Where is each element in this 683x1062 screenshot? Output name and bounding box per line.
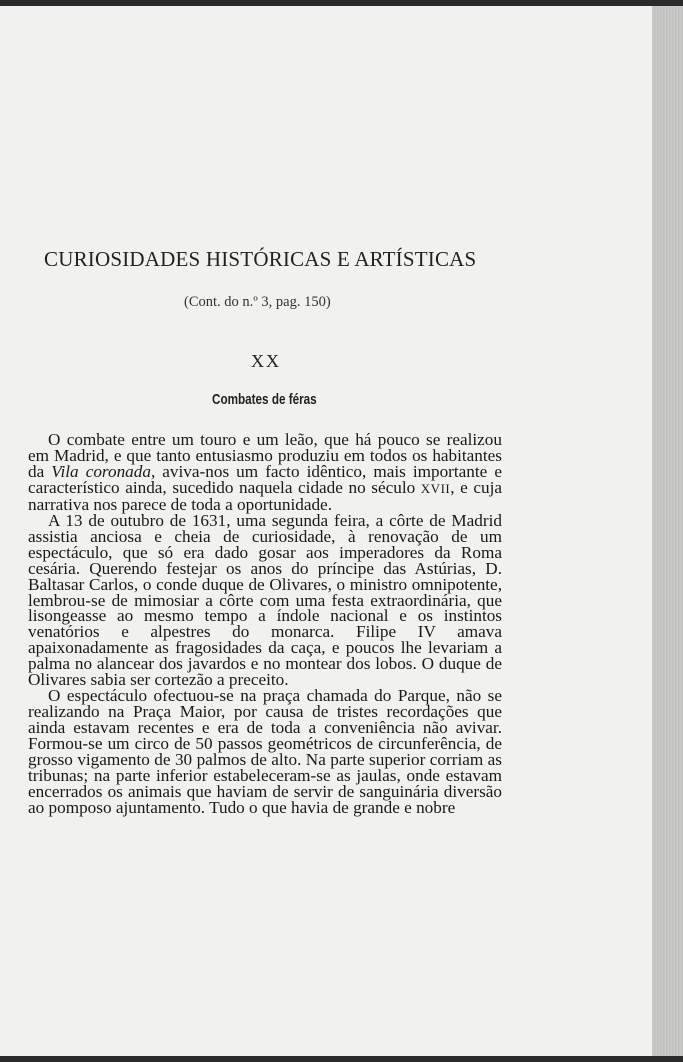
paragraph-1-emphasis: Vila coronada (51, 461, 151, 481)
page-edge (652, 6, 683, 1056)
paragraph-1 (28, 432, 502, 513)
article-subtitle: (Cont. do n.º 3, pag. 150) (184, 294, 331, 310)
chapter-number: XX (251, 351, 281, 371)
article-body (28, 432, 502, 816)
paragraph-1-century: XVII (420, 480, 451, 496)
article-title: CURIOSIDADES HISTÓRICAS E ARTÍSTICAS (44, 247, 477, 271)
section-heading: Combates de féras (212, 391, 317, 408)
paragraph-2: A 13 de outubro de 1631, uma segunda feira, a côrte de Madrid assistia anciosa e cheia de curiosidade, à renovação de um espectáculo, que só era dado gosar aos imperadores da Roma cesária. Querendo festejar os anos do príncipe das Astúrias, D. Baltasar Carlos, o conde duque de Olivares, o ministro omnipotente, lembrou-se de mimosiar a côrte com uma festa extraordinária, que lisongeasse ao mesmo tempo a índole nacional e os instintos venatórios e alpestres do monarca. Filipe IV amava apaixonadamente as fragosidades da caça, e poucos lhe levariam a palma no alancear dos javardos e no montear dos lobos. O duque de Olivares sabia ser cortezão a preceito. (28, 510, 502, 690)
book-page (0, 6, 652, 1056)
paragraph-3: O espectáculo ofectuou-se na praça chamada do Parque, não se realizando na Praça Maior, por causa de tristes recordações que ainda estavam recentes e era de toda a conveniência não avivar. Formou-se um circo de 50 passos geométricos de circunferência, de grosso vigamento de 30 palmos de alto. Na parte superior corriam as tribunas; na parte inferior estabeleceram-se as jaulas, onde estavam encerrados os animais que haviam de servir de sanguinária diversão ao pomposo ajuntamento. Tudo o que havia de grande e nobre (28, 686, 502, 817)
paragraph-1-text-b: , aviva-nos um facto idêntico, mais importante e característico ainda, sucedido naquela cidade no século (28, 461, 502, 497)
paragraph-1-text-c: , e cuja narrativa nos parece de toda a oportunidade. (28, 477, 502, 514)
paragraph-1-text-a: O combate entre um touro e um leão, que há pouco se realizou em Madrid, e que tanto entusiasmo produziu em todos os habitantes da (28, 430, 502, 481)
